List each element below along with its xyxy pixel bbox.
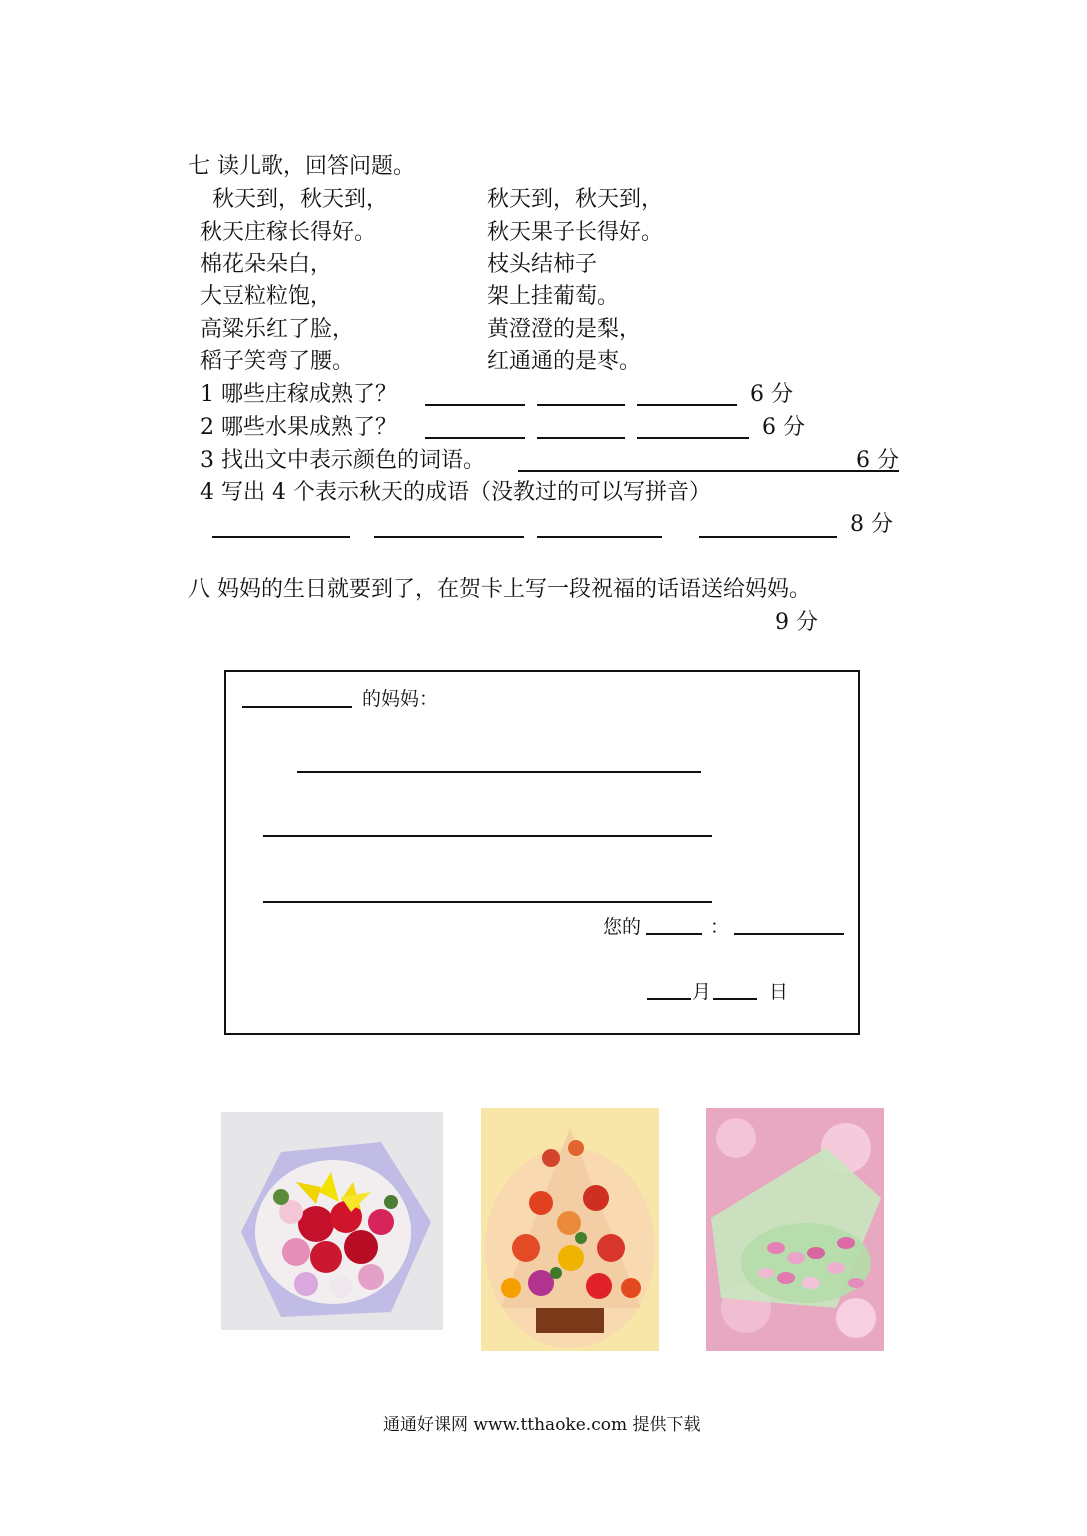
question-3: 3 找出文中表示颜色的词语。 <box>200 448 485 473</box>
poem-left-line-5: 高粱乐红了脸， <box>200 317 355 342</box>
poem-right-line-5: 黄澄澄的是梨， <box>487 317 642 342</box>
q4-score: 8 分 <box>850 512 893 537</box>
card-relation-blank[interactable] <box>646 933 702 935</box>
flower-bouquet-photo-3 <box>706 1108 884 1351</box>
q4-answer-blank-3[interactable] <box>537 536 662 538</box>
q2-score: 6 分 <box>762 415 805 440</box>
card-writing-line-2[interactable] <box>263 835 712 837</box>
poem-right-line-3: 枝头结柿子 <box>487 252 598 277</box>
flower-bouquet-1-icon <box>221 1112 443 1330</box>
poem-right-line-1: 秋天到，秋天到， <box>487 187 664 212</box>
q1-answer-blank-3[interactable] <box>637 404 737 406</box>
greeting-card <box>224 670 860 1035</box>
q2-answer-blank-1[interactable] <box>425 437 525 439</box>
flower-basket-photo-2 <box>481 1108 659 1351</box>
flower-bouquet-photo-1 <box>221 1112 443 1330</box>
card-writing-line-3[interactable] <box>263 901 712 903</box>
poem-right-line-4: 架上挂葡萄。 <box>487 284 620 309</box>
card-day-label: 日 <box>769 981 789 1003</box>
q1-answer-blank-2[interactable] <box>537 404 625 406</box>
q3-score: 6 分 <box>856 448 899 473</box>
flower-bouquet-3-icon <box>706 1108 884 1351</box>
section-8-title: 八 妈妈的生日就要到了，在贺卡上写一段祝福的话语送给妈妈。 <box>188 577 811 602</box>
section-7-title: 七 读儿歌，回答问题。 <box>188 154 415 179</box>
q4-answer-blank-1[interactable] <box>212 536 350 538</box>
poem-left-line-4: 大豆粒粒饱， <box>200 284 333 309</box>
q1-answer-blank-1[interactable] <box>425 404 525 406</box>
poem-left-line-2: 秋天庄稼长得好。 <box>200 220 377 245</box>
card-month-label: 月 <box>692 981 712 1003</box>
card-recipient-blank[interactable] <box>242 706 352 708</box>
card-signature-prefix: 您的 <box>603 916 642 938</box>
card-signature-name-blank[interactable] <box>734 933 844 935</box>
question-1: 1 哪些庄稼成熟了？ <box>200 382 397 407</box>
card-month-blank[interactable] <box>647 998 691 1000</box>
q1-score: 6 分 <box>750 382 793 407</box>
poem-left-line-3: 棉花朵朵白， <box>200 252 333 277</box>
card-writing-line-1[interactable] <box>297 771 701 773</box>
question-2: 2 哪些水果成熟了？ <box>200 415 397 440</box>
card-day-blank[interactable] <box>713 998 757 1000</box>
card-signature-colon: ： <box>710 916 730 938</box>
card-greeting: 的妈妈： <box>362 688 439 710</box>
flower-basket-2-icon <box>481 1108 659 1351</box>
q4-answer-blank-2[interactable] <box>374 536 524 538</box>
poem-right-line-2: 秋天果子长得好。 <box>487 220 664 245</box>
poem-left-line-6: 稻子笑弯了腰。 <box>200 349 355 374</box>
question-4: 4 写出 4 个表示秋天的成语（没教过的可以写拼音） <box>200 480 711 505</box>
poem-right-line-6: 红通通的是枣。 <box>487 349 642 374</box>
q4-answer-blank-4[interactable] <box>699 536 837 538</box>
q2-answer-blank-3[interactable] <box>637 437 749 439</box>
poem-left-line-1: 秋天到，秋天到， <box>212 187 389 212</box>
footer-credit: 通通好课网 www.tthaoke.com 提供下载 <box>383 1415 701 1435</box>
section-8-score: 9 分 <box>775 610 818 635</box>
q2-answer-blank-2[interactable] <box>537 437 625 439</box>
q3-answer-blank[interactable] <box>518 470 899 472</box>
